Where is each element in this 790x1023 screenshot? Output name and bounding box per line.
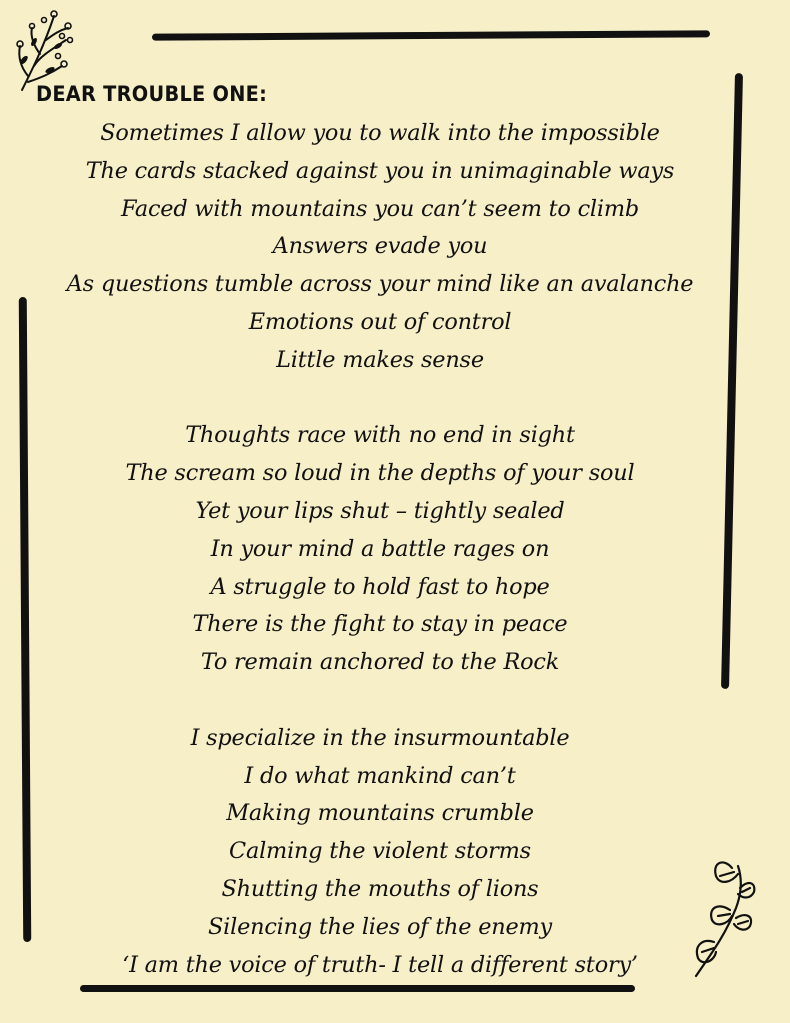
poem-line: I specialize in the insurmountable (190, 724, 570, 751)
poem-line: Emotions out of control (248, 308, 512, 335)
stanza-3 (0, 720, 760, 985)
bottom-border-bar (80, 985, 635, 992)
stanza-gap (0, 682, 760, 720)
stanza-2 (0, 417, 760, 682)
poem-line: To remain anchored to the Rock (200, 649, 560, 676)
poem-line: As questions tumble across your mind like an avalanche (66, 271, 694, 298)
poem-line: The scream so loud in the depths of your soul (125, 460, 635, 487)
stanza-1 (0, 115, 760, 380)
poem-line: In your mind a battle rages on (210, 535, 550, 562)
poem-line: Shutting the mouths of lions (221, 875, 539, 902)
poem-line: Yet your lips shut – tightly sealed (195, 497, 565, 524)
poem-line: Calming the violent storms (229, 838, 531, 865)
poem-line: I do what mankind can’t (244, 762, 516, 789)
poem-line: ‘I am the voice of truth- I tell a different story’ (122, 951, 638, 978)
poem-line: Sometimes I allow you to walk into the impossible (100, 120, 660, 146)
poem-body (0, 115, 760, 984)
letter-heading: DEAR TROUBLE ONE: (36, 82, 268, 106)
poem-line: Little makes sense (276, 346, 484, 373)
poem-line: Faced with mountains you can’t seem to climb (121, 195, 639, 222)
poem-line: Making mountains crumble (226, 800, 534, 827)
poem-line: Answers evade you (272, 233, 488, 260)
poem-line: The cards stacked against you in unimaginable ways (85, 157, 675, 184)
poem-line: Thoughts race with no end in sight (185, 422, 575, 449)
top-border-bar (152, 30, 710, 40)
floral-sprig-icon (14, 6, 76, 94)
poem-line: A struggle to hold fast to hope (210, 573, 550, 600)
poem-line: Silencing the lies of the enemy (208, 913, 552, 940)
poem-line: There is the fight to stay in peace (192, 611, 568, 638)
stanza-gap (0, 380, 760, 418)
